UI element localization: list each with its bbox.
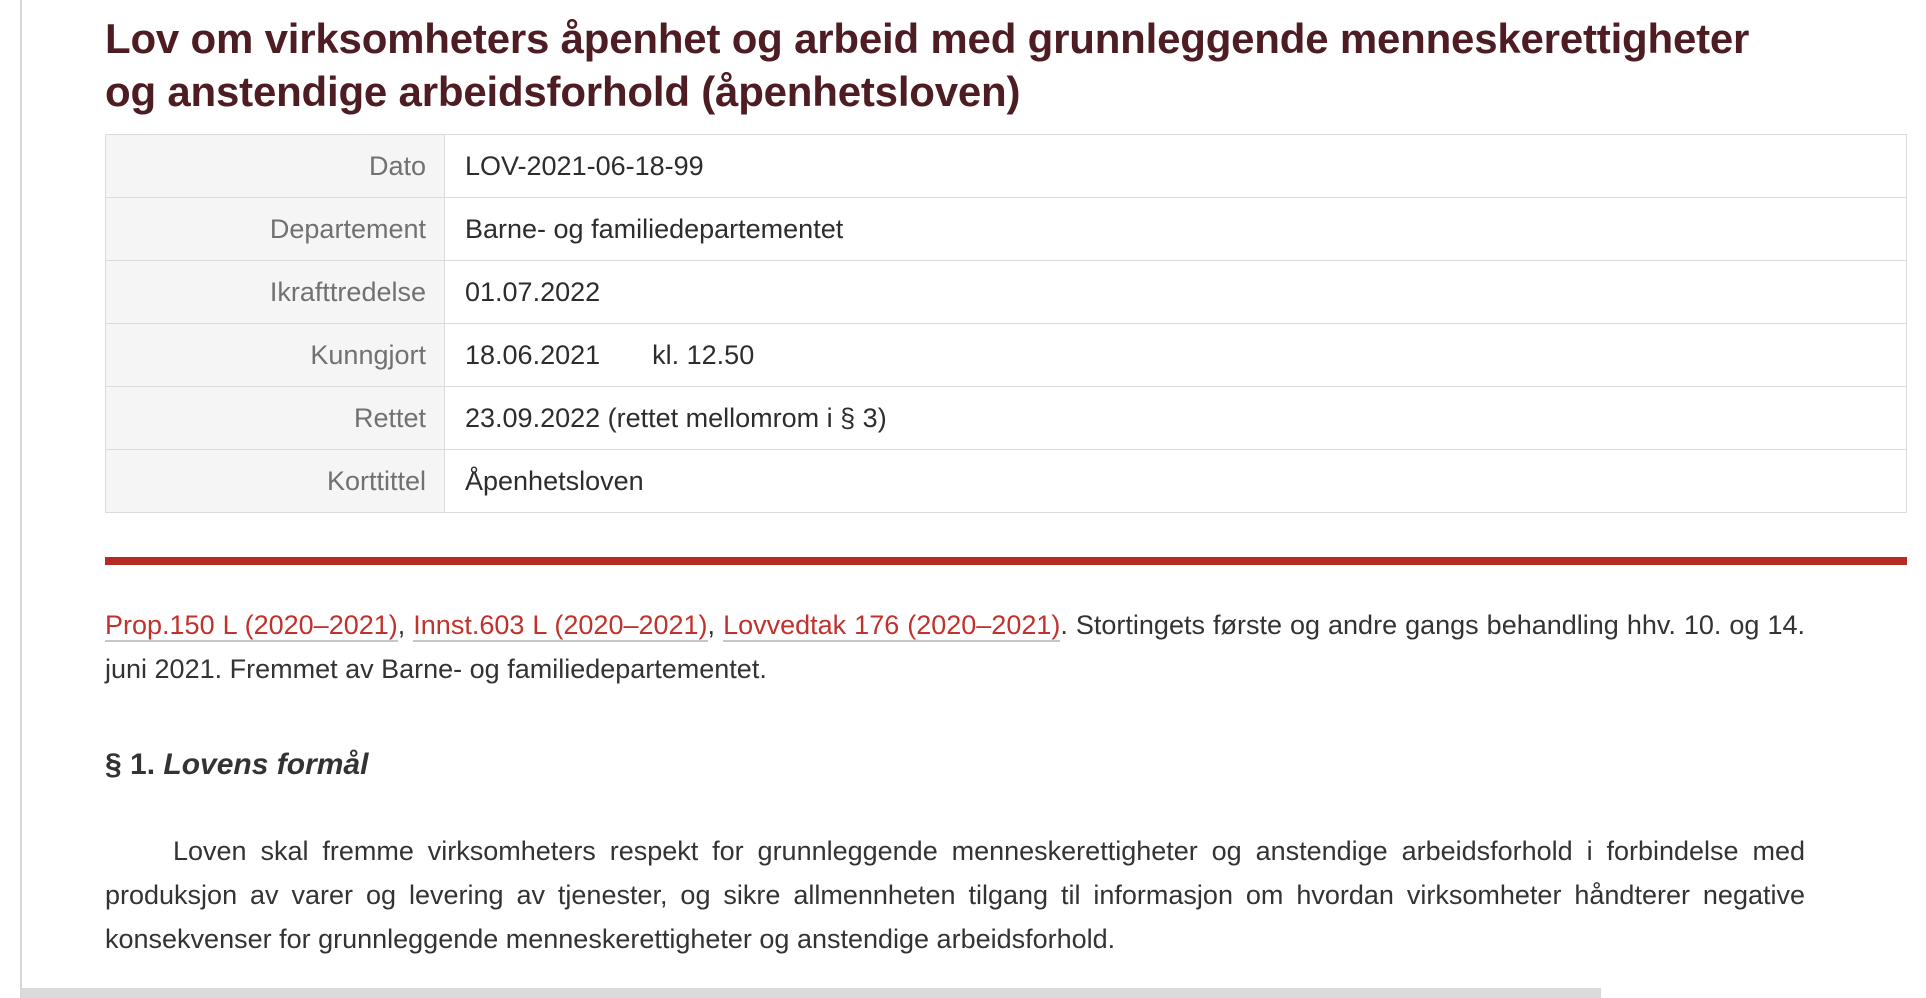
meta-value-kunngjort	[445, 324, 1907, 387]
preparatory-works-paragraph	[105, 603, 1805, 691]
table-row	[106, 387, 1907, 450]
section-divider	[105, 557, 1907, 565]
meta-value-rettet: 23.09.2022 (rettet mellomrom i § 3)	[445, 387, 1907, 450]
left-border-line	[20, 0, 22, 998]
section-1-heading	[105, 747, 1907, 783]
kunngjort-date: 18.06.2021	[465, 339, 601, 370]
link-separator: ,	[707, 610, 716, 640]
meta-label-dato: Dato	[106, 135, 445, 198]
meta-value-ikrafttredelse: 01.07.2022	[445, 261, 1907, 324]
meta-label-rettet: Rettet	[106, 387, 445, 450]
link-lovvedtak-176[interactable]: Lovvedtak 176 (2020–2021)	[723, 610, 1061, 640]
meta-label-kunngjort: Kunngjort	[106, 324, 445, 387]
meta-value-departement: Barne- og familiedepartementet	[445, 198, 1907, 261]
meta-value-korttittel: Åpenhetsloven	[445, 450, 1907, 513]
preface-text: . Stortingets første og andre gangs behandling hhv. 10. og 14. juni 2021. Fremmet av Barne- og familiedepartementet.	[105, 610, 1805, 684]
link-prop-150[interactable]: Prop.150 L (2020–2021)	[105, 610, 398, 640]
table-row	[106, 324, 1907, 387]
meta-label-departement: Departement	[106, 198, 445, 261]
bottom-edge-bar	[21, 988, 1601, 998]
table-row	[106, 450, 1907, 513]
table-row	[106, 135, 1907, 198]
link-separator: ,	[397, 610, 406, 640]
meta-label-ikrafttredelse: Ikrafttredelse	[106, 261, 445, 324]
meta-value-dato: LOV-2021-06-18-99	[445, 135, 1907, 198]
page-title: Lov om virksomheters åpenhet og arbeid med grunnleggende menneskerettigheter og anstendige arbeidsforhold (åpenhetsloven)	[105, 15, 1750, 115]
meta-label-korttittel: Korttittel	[106, 450, 445, 513]
kunngjort-time: kl. 12.50	[652, 339, 755, 370]
link-innst-603[interactable]: Innst.603 L (2020–2021)	[413, 610, 708, 640]
law-document	[105, 0, 1907, 961]
section-1-body: Loven skal fremme virksomheters respekt for grunnleggende menneskerettigheter og anstendige arbeidsforhold i forbindelse med produksjon av varer og levering av tjenester, og sikre allmennheten tilgang til informasjon om hvordan virksomheter håndterer negative konsekvenser for grunnleggende menneskerettigheter og anstendige arbeidsforhold.	[105, 836, 1805, 954]
section-number: § 1.	[105, 748, 156, 781]
law-metadata-table	[105, 134, 1907, 513]
table-row	[106, 198, 1907, 261]
section-title: Lovens formål	[163, 748, 369, 781]
table-row	[106, 261, 1907, 324]
